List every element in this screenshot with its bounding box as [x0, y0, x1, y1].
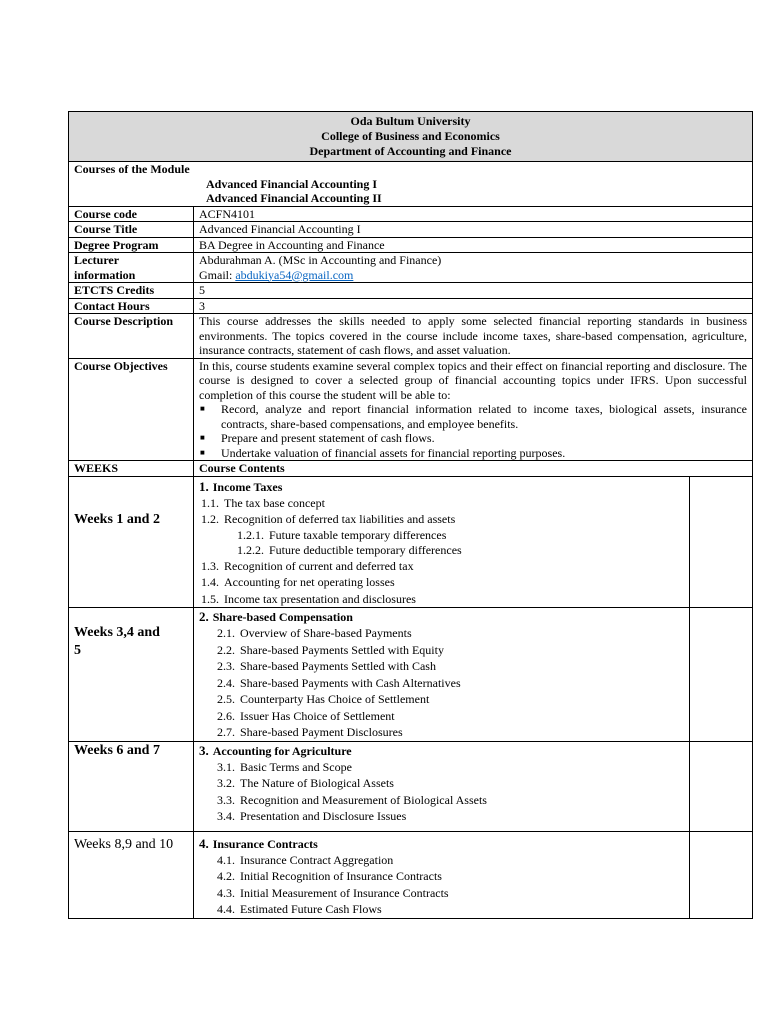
contents-header-row [69, 461, 753, 477]
topic-number: 3.3. [217, 792, 235, 807]
topic-number: 2.1. [217, 626, 235, 640]
university-name: Oda Bultum University [350, 114, 471, 128]
topic-number: 2.6. [217, 708, 235, 723]
week-row [69, 741, 753, 831]
contact-hours-label: Contact Hours [69, 298, 194, 314]
topic-item [199, 511, 684, 528]
topic-number: 2.7. [217, 725, 235, 739]
module-label: Courses of the Module [74, 162, 190, 176]
subtopic-item [199, 543, 684, 558]
course-contents-header: Course Contents [194, 461, 753, 477]
topic-text: Overview of Share-based Payments [240, 626, 412, 640]
topic-item [199, 675, 684, 692]
topic-item [199, 642, 684, 659]
week-notes-cell [690, 741, 753, 831]
credits-label: ETCTS Credits [69, 283, 194, 299]
week-row [69, 476, 753, 608]
objectives-intro: In this, course students examine several complex topics and their effect on financial reporting and disclosure. The course is designed to cover a selected group of financial accounting topics under IFRS. Upon successful completion of this course the student will be able to: [199, 358, 747, 402]
lecturer-value-cell [194, 253, 753, 283]
module-row [69, 162, 753, 207]
lecturer-name: Abdurahman A. (MSc in Accounting and Finance) [199, 253, 442, 267]
chapter-number: 3. [199, 742, 209, 758]
topic-text: Share-based Payments Settled with Equity [240, 642, 444, 657]
week-label-line-1: Weeks 3,4 and [74, 625, 160, 640]
topic-number: 2.4. [217, 675, 235, 690]
module-course-1: Advanced Financial Accounting I [206, 176, 378, 191]
module-cell [69, 162, 753, 207]
topic-item [199, 495, 684, 512]
degree-label: Degree Program [69, 237, 194, 253]
description-text: This course addresses the skills needed to apply some selected financial reporting standards in business environments. The topics covered in the course include income taxes, share-based compensation, agriculture, insurance contracts, statement of cash flows, and asset valuation. [194, 314, 753, 359]
topic-item [199, 691, 684, 708]
chapter-title [199, 609, 684, 625]
topic-text: Initial Recognition of Insurance Contracts [240, 869, 442, 883]
square-bullet-icon: ■ [200, 447, 205, 457]
lecturer-label-line-1: Lecturer [74, 253, 120, 267]
topic-text: Income tax presentation and disclosures [224, 591, 416, 606]
topic-item [199, 558, 684, 575]
lecturer-label-cell [69, 253, 194, 283]
gmail-label: Gmail: [199, 267, 236, 282]
week-notes-cell [690, 831, 753, 918]
objective-bullet [199, 446, 747, 461]
topic-number: 4.3. [217, 885, 235, 900]
topic-text: Basic Terms and Scope [240, 759, 352, 774]
topic-text: Estimated Future Cash Flows [240, 902, 382, 916]
description-row [69, 314, 753, 359]
topic-item [199, 724, 684, 741]
topic-number: 3.2. [217, 776, 235, 790]
topic-text: Issuer Has Choice of Settlement [240, 708, 395, 723]
course-code-row [69, 206, 753, 222]
square-bullet-icon: ■ [200, 404, 205, 413]
week-label: Weeks 6 and 7 [69, 741, 194, 831]
chapter-title-text: Insurance Contracts [212, 836, 318, 851]
week-contents [194, 608, 690, 742]
degree-row [69, 237, 753, 253]
course-title-value: Advanced Financial Accounting I [194, 222, 753, 238]
course-outline-table [68, 111, 753, 919]
chapter-number: 1. [199, 478, 209, 494]
department-name: Department of Accounting and Finance [309, 144, 512, 158]
subtopic-item [199, 528, 684, 543]
topic-item [199, 852, 684, 869]
topic-item [199, 759, 684, 776]
course-code-label: Course code [69, 206, 194, 222]
chapter-title-text: Accounting for Agriculture [212, 743, 352, 758]
topic-text: Initial Measurement of Insurance Contracts [240, 885, 449, 900]
lecturer-row [69, 253, 753, 283]
week-contents [194, 831, 690, 918]
week-label: Weeks 8,9 and 10 [69, 831, 194, 918]
module-course-2: Advanced Financial Accounting II [206, 191, 382, 205]
contact-hours-row [69, 298, 753, 314]
topic-text: Share-based Payments Settled with Cash [240, 659, 436, 673]
topic-text: Recognition of current and deferred tax [224, 558, 414, 573]
chapter-title [199, 743, 684, 759]
objective-text: Record, analyze and report financial information related to income taxes, biological assets, insurance contracts, share-based compensations, and employee benefits. [221, 402, 747, 431]
topic-number: 4.1. [217, 852, 235, 867]
chapter-title [199, 836, 684, 852]
topic-number: 1.2.1. [237, 527, 264, 542]
topic-item [199, 868, 684, 885]
topic-item [199, 792, 684, 809]
topic-number: 1.5. [201, 591, 219, 606]
degree-value: BA Degree in Accounting and Finance [194, 237, 753, 253]
square-bullet-icon: ■ [200, 433, 205, 442]
week-row [69, 831, 753, 918]
topic-item [199, 658, 684, 675]
course-code-value: ACFN4101 [194, 206, 753, 222]
header-cell [69, 112, 753, 162]
objectives-cell [194, 358, 753, 461]
week-notes-cell [690, 476, 753, 608]
objectives-label: Course Objectives [69, 358, 194, 461]
topic-number: 2.2. [217, 642, 235, 657]
course-title-row [69, 222, 753, 238]
topic-text: Recognition and Measurement of Biological Assets [240, 792, 487, 807]
topic-text: Insurance Contract Aggregation [240, 852, 394, 867]
weeks-header: WEEKS [69, 461, 194, 477]
objective-bullet [199, 431, 747, 446]
topic-number: 1.1. [201, 495, 219, 510]
topic-item [199, 901, 684, 918]
lecturer-gmail [199, 268, 747, 283]
topic-number: 1.4. [201, 575, 219, 589]
topic-item [199, 885, 684, 902]
topic-number: 1.3. [201, 558, 219, 573]
objective-bullet [199, 402, 747, 431]
topic-number: 3.1. [217, 759, 235, 774]
topic-item [199, 775, 684, 792]
chapter-number: 4. [199, 835, 209, 851]
header-row [69, 112, 753, 162]
topic-text: Future deductible temporary differences [269, 542, 462, 557]
topic-text: Recognition of deferred tax liabilities and assets [224, 512, 456, 526]
objectives-row [69, 358, 753, 461]
topic-text: Share-based Payment Disclosures [240, 725, 403, 739]
topic-text: Presentation and Disclosure Issues [240, 809, 407, 823]
college-name: College of Business and Economics [321, 129, 500, 143]
chapter-title-text: Income Taxes [212, 479, 283, 494]
objective-text: Undertake valuation of financial assets for financial reporting purposes. [221, 445, 566, 460]
chapter-number: 2. [199, 609, 209, 624]
credits-value: 5 [194, 283, 753, 299]
topic-text: Share-based Payments with Cash Alternatives [240, 675, 461, 690]
topic-number: 2.5. [217, 692, 235, 706]
topic-item [199, 574, 684, 591]
week-label-line-2: 5 [74, 643, 81, 658]
week-row [69, 608, 753, 742]
chapter-title [199, 479, 684, 495]
topic-number: 4.4. [217, 902, 235, 916]
gmail-link[interactable]: abdukiya54@gmail.com [235, 267, 354, 282]
objective-text: Prepare and present statement of cash flows. [221, 431, 435, 445]
topic-number: 3.4. [217, 809, 235, 823]
topic-text: The Nature of Biological Assets [240, 776, 394, 790]
topic-text: Accounting for net operating losses [224, 575, 395, 589]
week-contents [194, 476, 690, 608]
topic-text: Future taxable temporary differences [269, 527, 447, 542]
topic-item [199, 808, 684, 825]
week-contents [194, 741, 690, 831]
description-label: Course Description [69, 314, 194, 359]
topic-number: 1.2. [201, 512, 219, 526]
contact-hours-value: 3 [194, 298, 753, 314]
topic-number: 4.2. [217, 869, 235, 883]
lecturer-label-line-2: information [74, 267, 136, 282]
course-title-label: Course Title [69, 222, 194, 238]
topic-item [199, 625, 684, 642]
topic-text: Counterparty Has Choice of Settlement [240, 692, 430, 706]
week-notes-cell [690, 608, 753, 742]
topic-number: 2.3. [217, 659, 235, 673]
week-label: Weeks 1 and 2 [69, 476, 194, 608]
credits-row [69, 283, 753, 299]
topic-text: The tax base concept [224, 495, 325, 510]
week-label [69, 608, 194, 742]
course-outline-document [68, 111, 752, 919]
topic-number: 1.2.2. [237, 542, 264, 557]
topic-item [199, 591, 684, 608]
chapter-title-text: Share-based Compensation [212, 610, 353, 624]
topic-item [199, 708, 684, 725]
